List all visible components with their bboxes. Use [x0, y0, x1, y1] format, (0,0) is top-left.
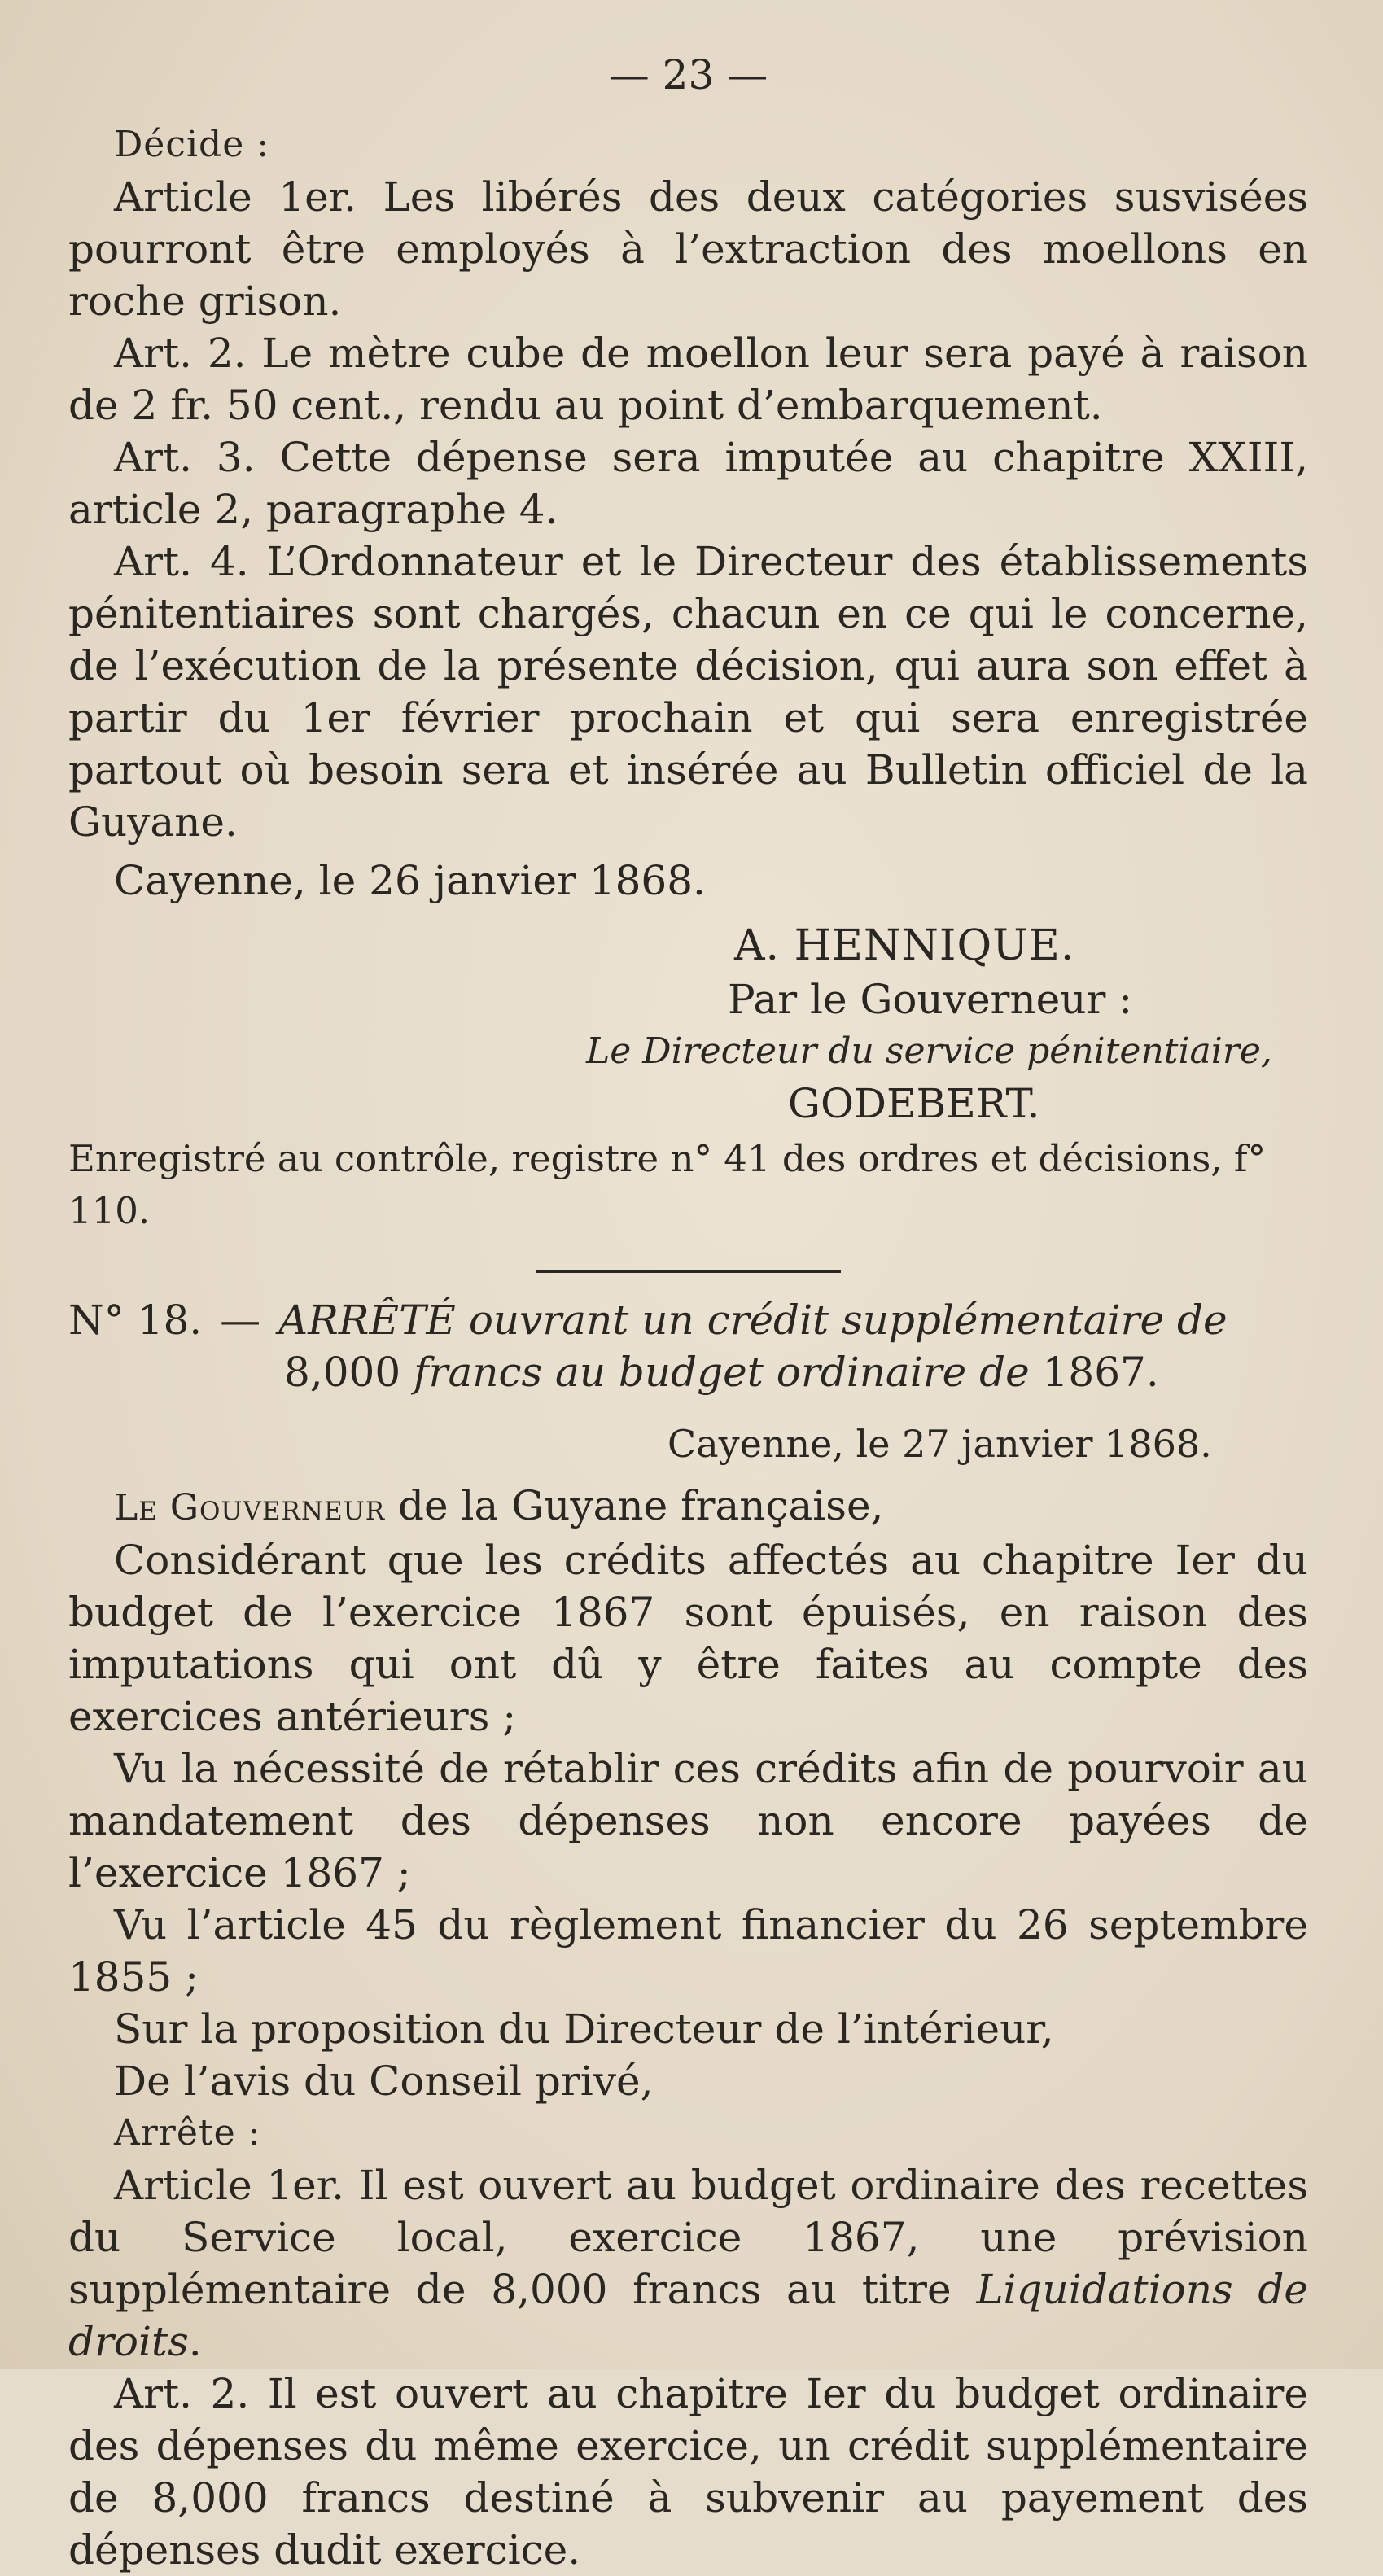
- vu-article: Vu l’article 45 du règlement financier du 26 septembre 1855 ;: [68, 1901, 1308, 2001]
- avis-conseil: De l’avis du Conseil privé,: [114, 2058, 654, 2105]
- sur-proposition: Sur la proposition du Directeur de l’intérieur,: [114, 2005, 1054, 2053]
- arrete-number: N° 18.: [68, 1297, 203, 1344]
- title-year: 1867.: [1042, 1349, 1159, 1396]
- gouverneur-label: Le Gouverneur: [114, 1487, 386, 1529]
- page-number: — 23 —: [608, 51, 768, 98]
- considerant: Considérant que les crédits affectés au chapitre Ier du budget de l’exercice 1867 sont épuisés, en raison des imputations qui ont dû y être faites au compte des exercices antérieurs ;: [68, 1537, 1308, 1740]
- arrete-heading: Arrête :: [114, 2112, 261, 2154]
- title-dash: —: [220, 1297, 261, 1344]
- decide-heading: Décide :: [114, 124, 270, 165]
- arrete-article-1-end: .: [188, 2318, 202, 2365]
- registration-note: Enregistré au contrôle, registre n° 41 des ordres et décisions, f° 110.: [68, 1137, 1267, 1232]
- arrete-place-date: Cayenne, le 27 janvier 1868.: [667, 1422, 1212, 1466]
- arrete-title-line-1: ARRÊTÉ ouvrant un crédit supplémentaire de: [278, 1297, 1228, 1344]
- vu-necessite: Vu la nécessité de rétablir ces crédits afin de pourvoir au mandatement des dépenses non encore payées de l’exercice 1867 ;: [68, 1745, 1308, 1896]
- directeur-title: Le Directeur du service pénitentiaire,: [586, 1030, 1272, 1072]
- gouverneur-rest: de la Guyane française,: [385, 1482, 884, 1529]
- article-4: Art. 4. L’Ordonnateur et le Directeur des établissements pénitentiaires sont chargés, chacun en ce qui le concerne, de l’exécution de la présente décision, qui aura son effet à partir du 1er février prochain et qui sera enregistrée partout où besoin sera et insérée au Bulletin officiel de la Guyane.: [68, 538, 1308, 846]
- title-amount: 8,000: [284, 1349, 401, 1396]
- section-divider: [536, 1270, 841, 1273]
- title-mid: francs au budget ordinaire de: [400, 1349, 1043, 1396]
- arrete-title: [68, 1294, 1308, 1346]
- article-1: Article 1er. Les libérés des deux catégories susvisées pourront être employés à l’extraction des moellons en roche grison.: [68, 173, 1308, 325]
- article-3: Art. 3. Cette dépense sera imputée au chapitre XXIII, article 2, paragraphe 4.: [68, 434, 1308, 533]
- article-2: Art. 2. Le mètre cube de moellon leur sera payé à raison de 2 fr. 50 cent., rendu au point d’embarquement.: [68, 330, 1308, 429]
- arrete-article-1-italic: Liquidations de droits: [68, 2266, 1308, 2365]
- gouverneur-line: [68, 1480, 1308, 1534]
- directeur-name: GODEBERT.: [788, 1080, 1040, 1127]
- signatory-name: A. HENNIQUE.: [734, 921, 1075, 970]
- par-le-gouverneur: Par le Gouverneur :: [728, 976, 1133, 1023]
- arrete-title-line-2: [68, 1346, 1308, 1398]
- arrete-article-2: Art. 2. Il est ouvert au chapitre Ier du budget ordinaire des dépenses du même exercice, un crédit supplémentaire de 8,000 francs destiné à subvenir au payement des dépenses dudit exercice.: [68, 2370, 1308, 2574]
- date-line: Cayenne, le 26 janvier 1868.: [114, 857, 706, 904]
- arrete-article-1-start: Article 1er. Il est ouvert au budget ordinaire des recettes du Service local, exercice 1867, une prévision supplémentaire de 8,000 francs au titre: [68, 2162, 1308, 2313]
- arrete-article-1: [68, 2159, 1308, 2368]
